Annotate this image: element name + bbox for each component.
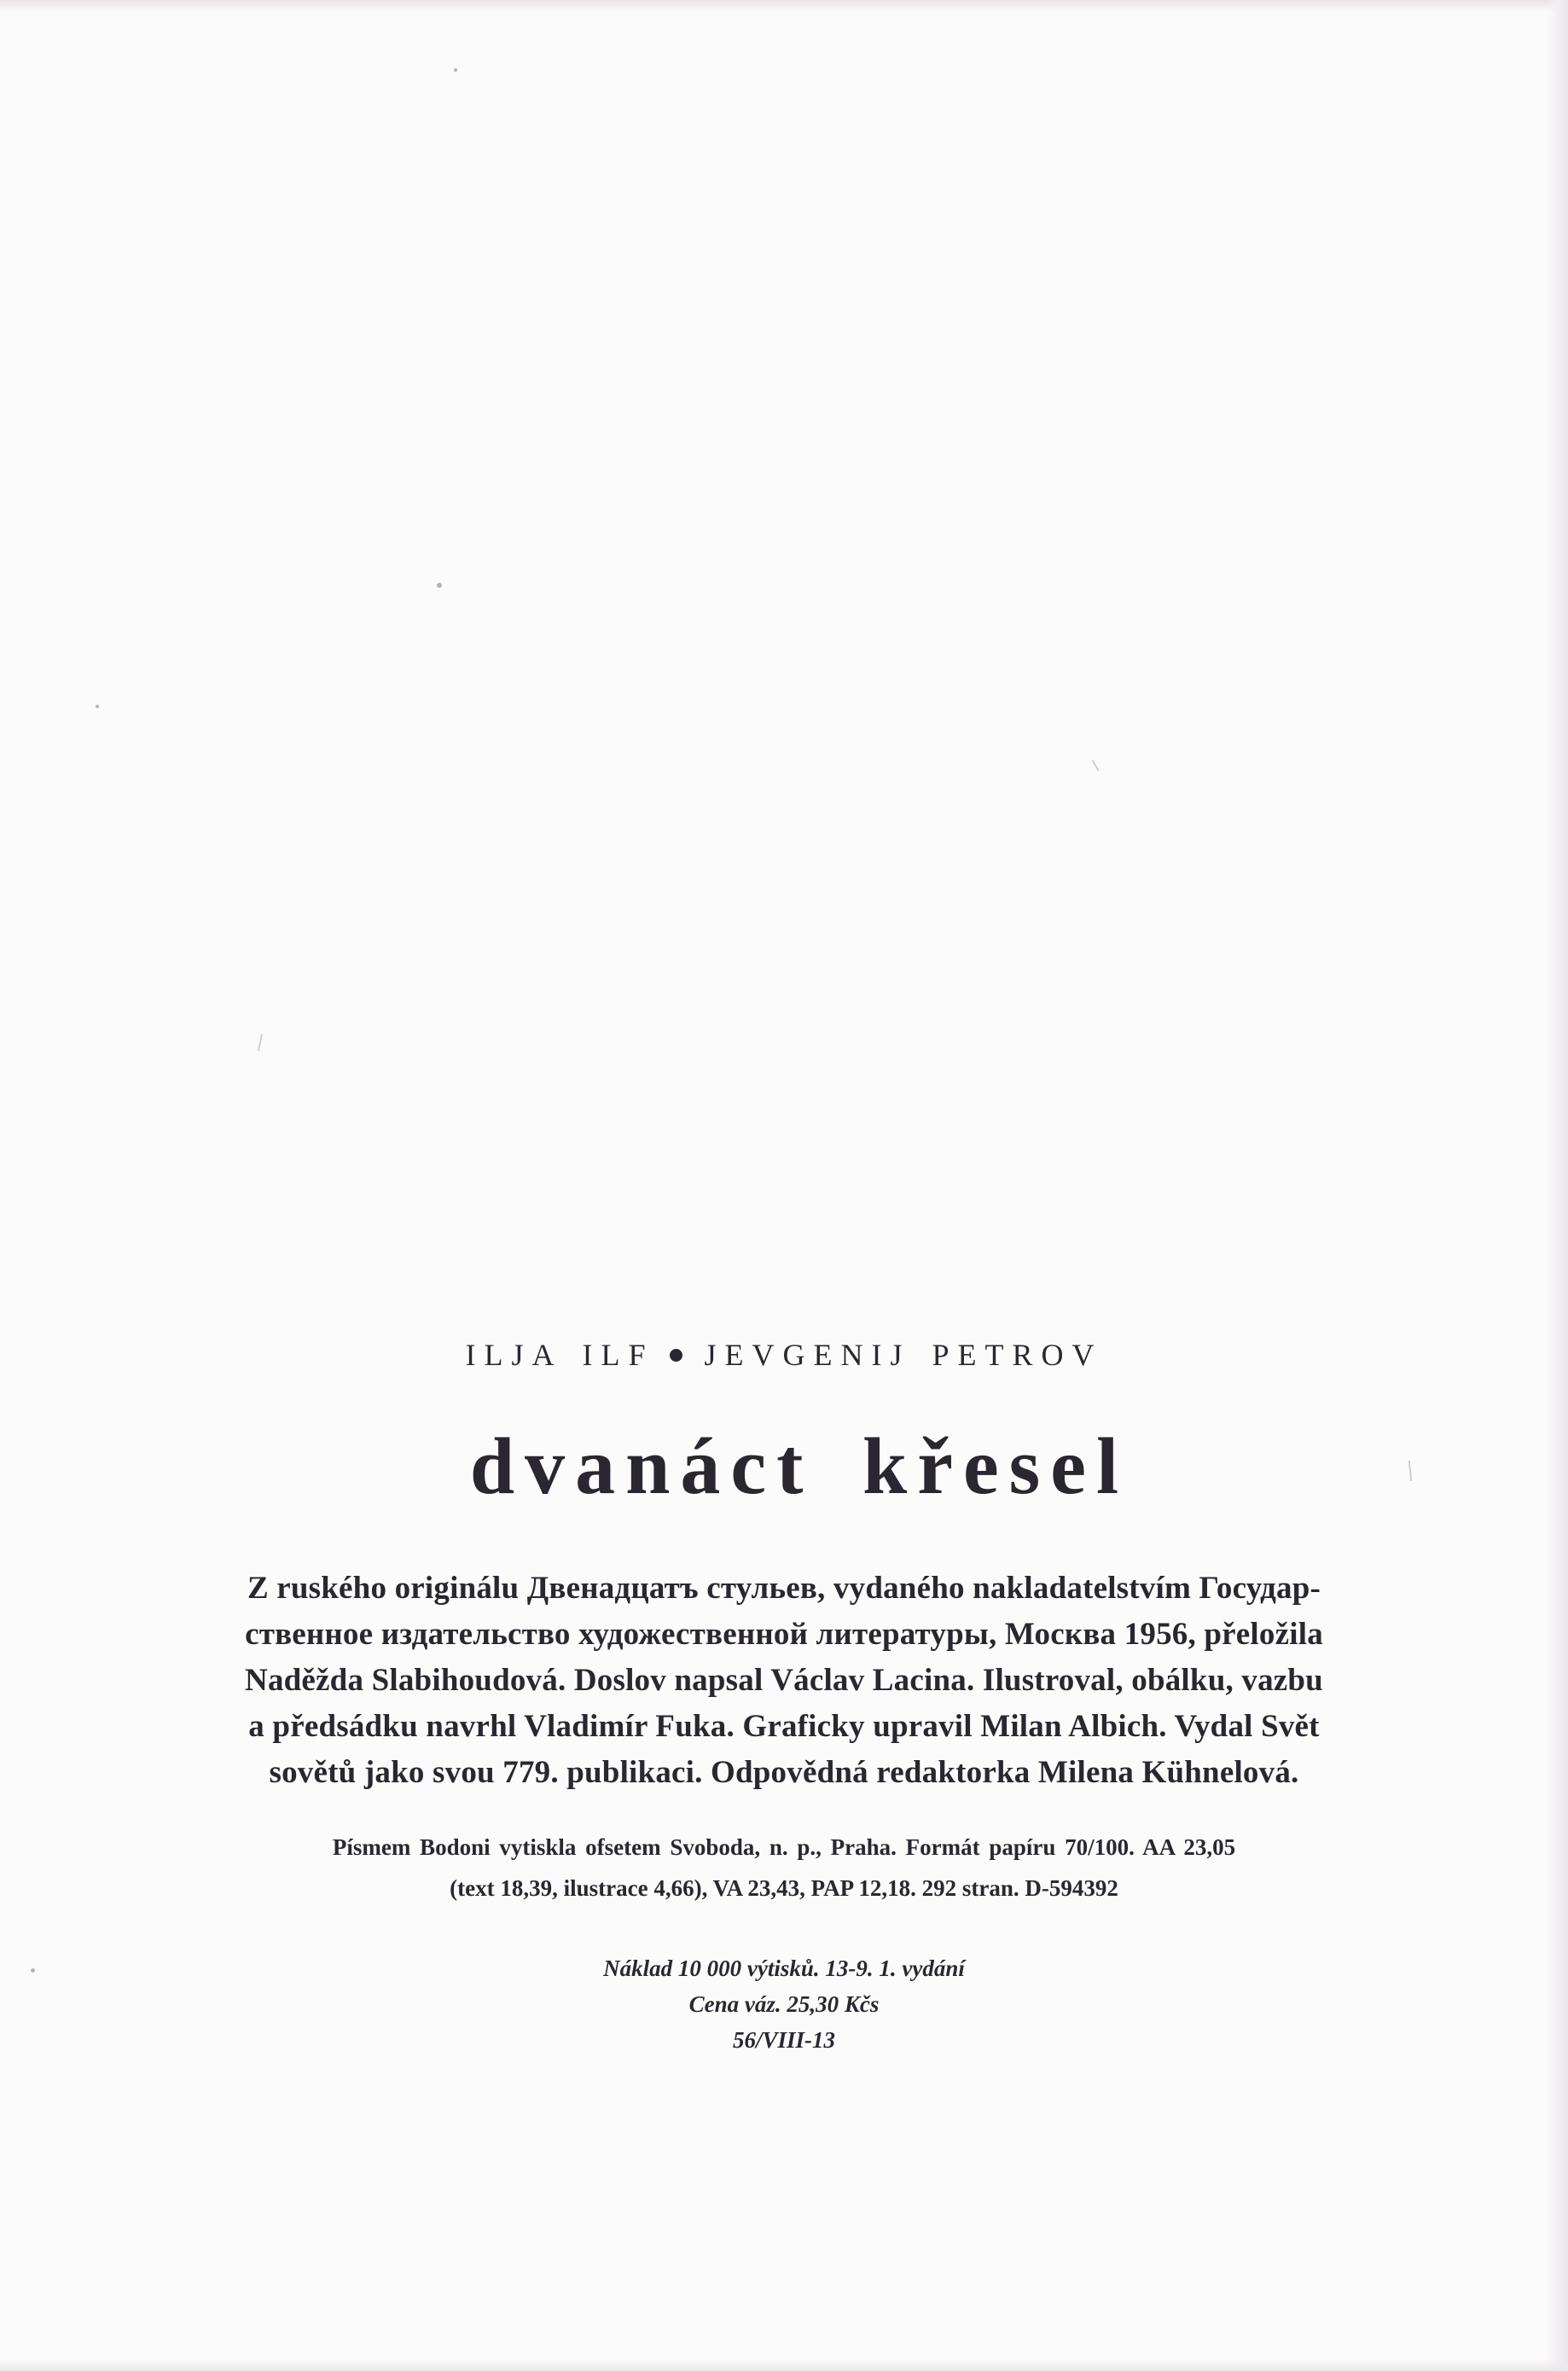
paper-speck	[437, 583, 442, 588]
paper-scratch	[258, 1034, 263, 1051]
bullet-separator-icon	[670, 1349, 682, 1362]
page-bottom-edge	[0, 2359, 1568, 2371]
edition-print-run: Náklad 10 000 výtisků. 13-9. 1. vydání	[603, 1955, 965, 1981]
author-ilf: ILJA ILF	[465, 1338, 654, 1372]
book-title: dvanáct křesel	[469, 1422, 1130, 1511]
edition-code: 56/VIII-13	[732, 2027, 836, 2053]
technical-line: (text 18,39, ilustrace 4,66), VA 23,43, PAP 12,18. 292 stran. D-594392	[450, 1875, 1118, 1901]
paper-scratch	[1092, 759, 1100, 770]
page-top-shadow	[0, 0, 1568, 12]
paper-speck	[96, 705, 99, 708]
imprint-line: ственное издательство художественной литературы, Москва 1956, přeložila	[245, 1617, 1323, 1652]
paper-speck	[454, 68, 457, 72]
imprint-line: Naděžda Slabihoudová. Doslov napsal Václav Lacina. Ilustroval, obálku, vazbu	[245, 1663, 1323, 1698]
authors-line	[0, 1337, 1568, 1373]
author-petrov: JEVGENIJ PETROV	[704, 1338, 1103, 1372]
imprint-line: sovětů jako svou 779. publikaci. Odpovědná redaktorka Milena Kühnelová.	[269, 1755, 1299, 1790]
edition-price: Cena váz. 25,30 Kčs	[688, 1991, 880, 2017]
technical-line: Písmem Bodoni vytiskla ofsetem Svoboda, n. p., Praha. Formát papíru 70/100. AA 23,05	[332, 1834, 1236, 1860]
imprint-line: Z ruského originálu Двенадцатъ стульев, vydaného nakladatelstvím Государ-	[247, 1571, 1321, 1606]
imprint-line: a předsádku navrhl Vladimír Fuka. Graficky upravil Milan Albich. Vydal Svět	[248, 1709, 1320, 1744]
